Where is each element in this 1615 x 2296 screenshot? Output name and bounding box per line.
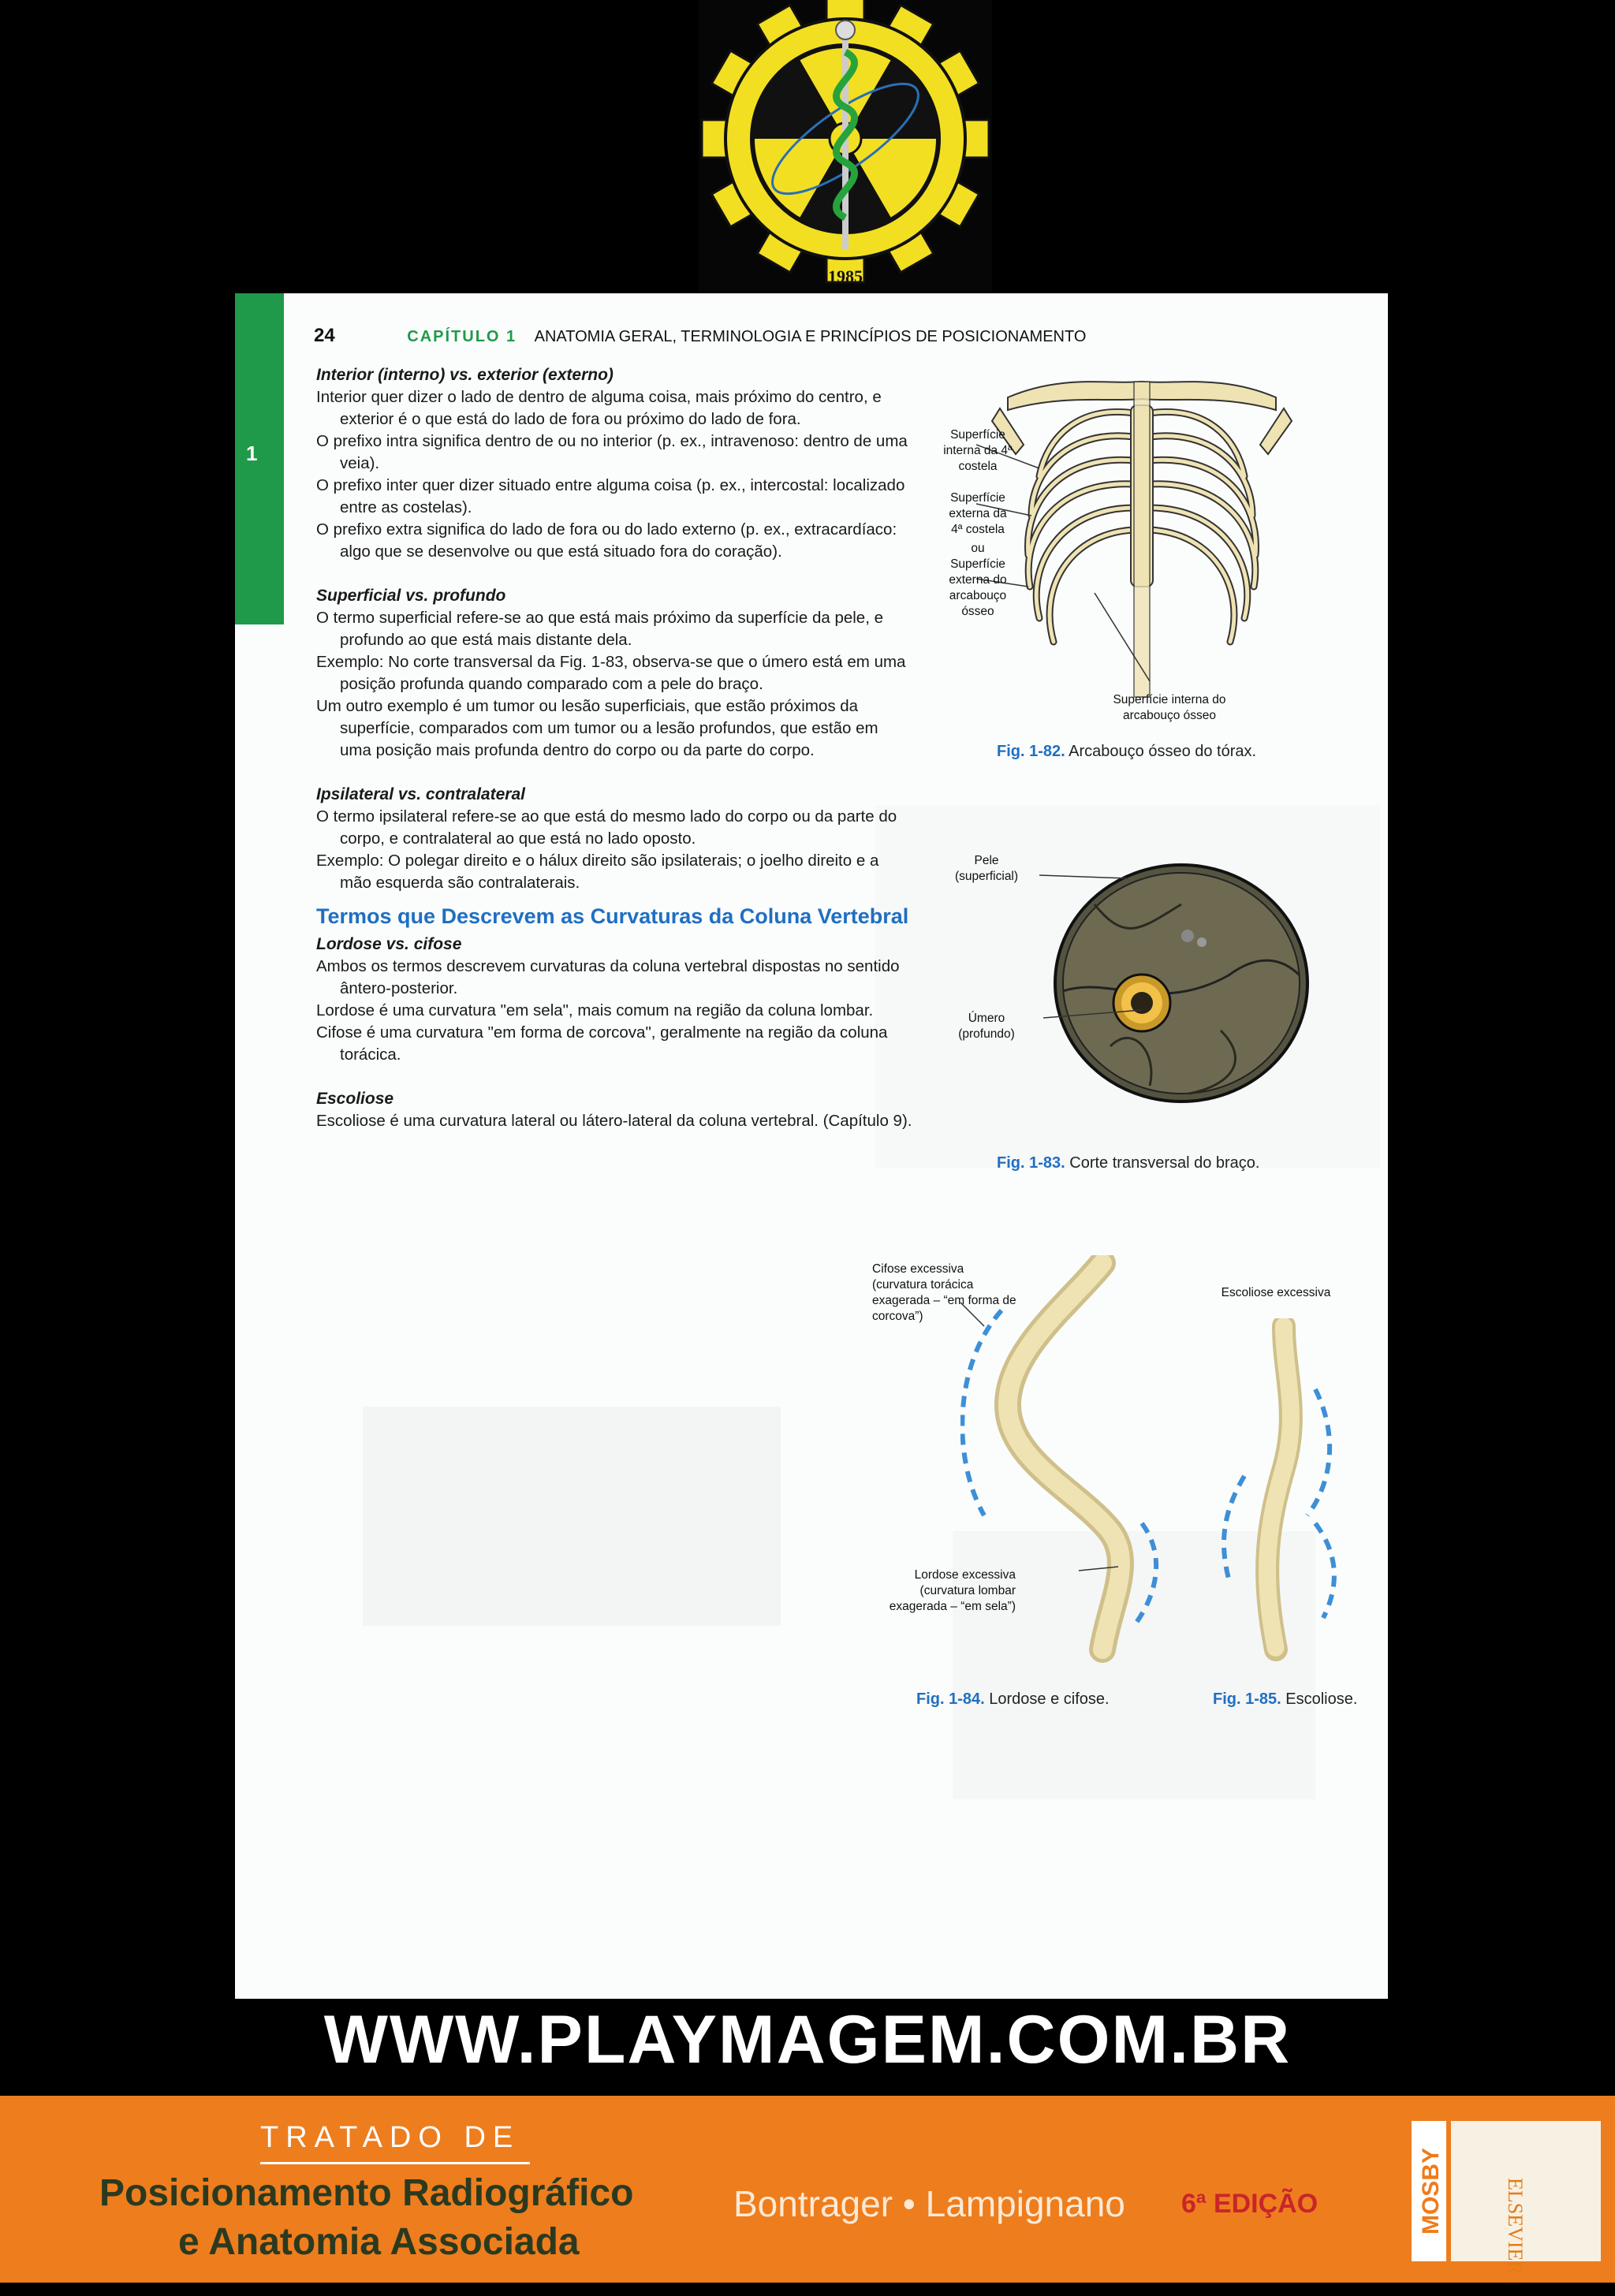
paragraph-ambos: Ambos os termos descrevem curvaturas da coluna vertebral dispostas no sentido ântero-posterior. <box>316 957 900 997</box>
label-externa-arcabouco: Superfície externa do arcabouço ósseo <box>949 557 1007 618</box>
chapter-label: CAPÍTULO 1 <box>407 328 517 345</box>
watermark-url: WWW.PLAYMAGEM.COM.BR <box>323 2002 1292 2078</box>
caption-fig-1-82 <box>997 743 1256 761</box>
paragraph-outro-exemplo: Um outro exemplo é um tumor ou lesão superficiais, que estão próximos da superfície, comparados com um tumor ou a lesão profundos, que estão em uma posição mais profunda dentro do corpo ou da parte do corpo. <box>316 697 878 759</box>
label-umero-profundo: Úmero (profundo) <box>958 1012 1015 1041</box>
label-interna-4-costela: Superfície interna da 4ª costela <box>943 428 1013 473</box>
caption-text: Corte transversal do braço. <box>1069 1154 1260 1172</box>
leader-line-pele <box>1039 869 1134 916</box>
heading-ipsilateral-contralateral: Ipsilateral vs. contralateral <box>316 785 525 803</box>
banner-tratado: TRATADO DE <box>260 2121 520 2154</box>
paragraph-escoliose: Escoliose é uma curvatura lateral ou látero-lateral da coluna vertebral. (Capítulo 9). <box>316 1112 912 1130</box>
caption-text: Escoliose. <box>1285 1690 1358 1708</box>
heading-interior-exterior: Interior (interno) vs. exterior (externo) <box>316 366 614 384</box>
publisher-mosby-text: MOSBY <box>1418 2148 1444 2235</box>
label-escoliose-excessiva: Escoliose excessiva <box>1221 1286 1331 1299</box>
paragraph-extra: O prefixo extra significa do lado de fora ou do lado externo (p. ex., extracardíaco: algo que se desenvolve ou que está situado fora do coração). <box>316 520 897 561</box>
spine-scoliosis-illustration <box>1213 1318 1347 1665</box>
paragraph-lordose: Lordose é uma curvatura "em sela", mais comum na região da coluna lombar. <box>316 1001 874 1019</box>
label-pele-superficial: Pele (superficial) <box>954 854 1019 883</box>
caption-fig-1-85 <box>1213 1690 1357 1709</box>
bleed-through-image <box>363 1407 781 1626</box>
paragraph-inter: O prefixo inter quer dizer situado entre alguma coisa (p. ex., intercostal: localizado entre as costelas). <box>316 476 905 516</box>
chapter-title: ANATOMIA GERAL, TERMINOLOGIA E PRINCÍPIOS DE POSICIONAMENTO <box>534 328 1087 345</box>
logo-year: 1985 <box>828 266 863 286</box>
label-lordose-excessiva: Lordose excessiva (curvatura lombar exagerada – “em sela”) <box>889 1568 1016 1613</box>
paragraph-exemplo-umero: Exemplo: No corte transversal da Fig. 1-83, observa-se que o úmero está em uma posição profunda quando comparado com a pele do braço. <box>316 653 906 693</box>
banner-title-line1: Posicionamento Radiográfico <box>99 2172 634 2214</box>
paragraph-exemplo-polegar: Exemplo: O polegar direito e o hálux direito são ipsilaterais; o joelho direito e a mão esquerda são contralaterais. <box>316 852 879 892</box>
running-header <box>314 325 1086 347</box>
figure-spine-scoliosis <box>1213 1318 1347 1665</box>
figure-number: Fig. 1-82. <box>997 743 1065 760</box>
publisher-elsevier-text: ELSEVIER <box>1504 2178 1527 2275</box>
figure-thorax <box>976 350 1307 721</box>
figure-number: Fig. 1-84. <box>916 1690 985 1708</box>
paragraph-ipsilateral: O termo ipsilateral refere-se ao que está do mesmo lado do corpo ou da parte do corpo, e contralateral ao que está no lado oposto. <box>316 807 897 848</box>
caption-fig-1-84 <box>916 1690 1110 1709</box>
section-heading-curvaturas: Termos que Descrevem as Curvaturas da Coluna Vertebral <box>316 904 909 928</box>
caption-text: Arcabouço ósseo do tórax. <box>1069 743 1257 760</box>
leader-line-umero <box>1043 1007 1146 1031</box>
publisher-elsevier-logo <box>1451 2121 1601 2275</box>
publisher-mosby-logo <box>1412 2121 1446 2261</box>
banner-edition: 6ª EDIÇÃO <box>1181 2189 1318 2219</box>
paragraph-interior: Interior quer dizer o lado de dentro de alguma coisa, mais próximo do centro, e exterior é o que está do lado de fora ou próximo do lado de fora. <box>316 388 882 428</box>
chapter-tab <box>235 293 284 624</box>
chapter-tab-number: 1 <box>246 442 258 465</box>
figure-number: Fig. 1-83. <box>997 1154 1065 1172</box>
paragraph-cifose: Cifose é uma curvatura "em forma de corcova", geralmente na região da coluna torácica. <box>316 1023 888 1064</box>
banner-divider <box>260 2162 530 2164</box>
left-text-column <box>316 364 913 1132</box>
banner-authors: Bontrager • Lampignano <box>733 2183 1125 2224</box>
rib-cage-illustration <box>976 350 1307 721</box>
label-interna-arcabouco: Superfície interna do arcabouço ósseo <box>1113 693 1226 722</box>
page-number: 24 <box>314 325 335 346</box>
label-externa-4-costela: Superfície externa da 4ª costela <box>949 491 1007 536</box>
label-ou: ou <box>971 542 985 555</box>
caption-text: Lordose e cifose. <box>989 1690 1110 1708</box>
paragraph-superficial: O termo superficial refere-se ao que está mais próximo da superfície da pele, e profundo ao que está mais distante dela. <box>316 609 883 649</box>
heading-lordose-cifose: Lordose vs. cifose <box>316 935 462 953</box>
caption-fig-1-83 <box>997 1154 1260 1172</box>
logo <box>699 0 992 292</box>
radiation-caduceus-gear-logo <box>699 0 992 292</box>
heading-superficial-profundo: Superficial vs. profundo <box>316 587 506 605</box>
figure-number: Fig. 1-85. <box>1213 1690 1281 1708</box>
banner-title-line2: e Anatomia Associada <box>178 2221 580 2263</box>
paragraph-intra: O prefixo intra significa dentro de ou no interior (p. ex., intravenoso: dentro de uma veia). <box>316 432 908 472</box>
book-page <box>235 293 1388 1999</box>
heading-escoliose: Escoliose <box>316 1090 394 1108</box>
book-cover-banner <box>0 2096 1615 2283</box>
label-cifose-excessiva: Cifose excessiva (curvatura torácica exagerada – “em forma de corcova”) <box>872 1262 1016 1323</box>
